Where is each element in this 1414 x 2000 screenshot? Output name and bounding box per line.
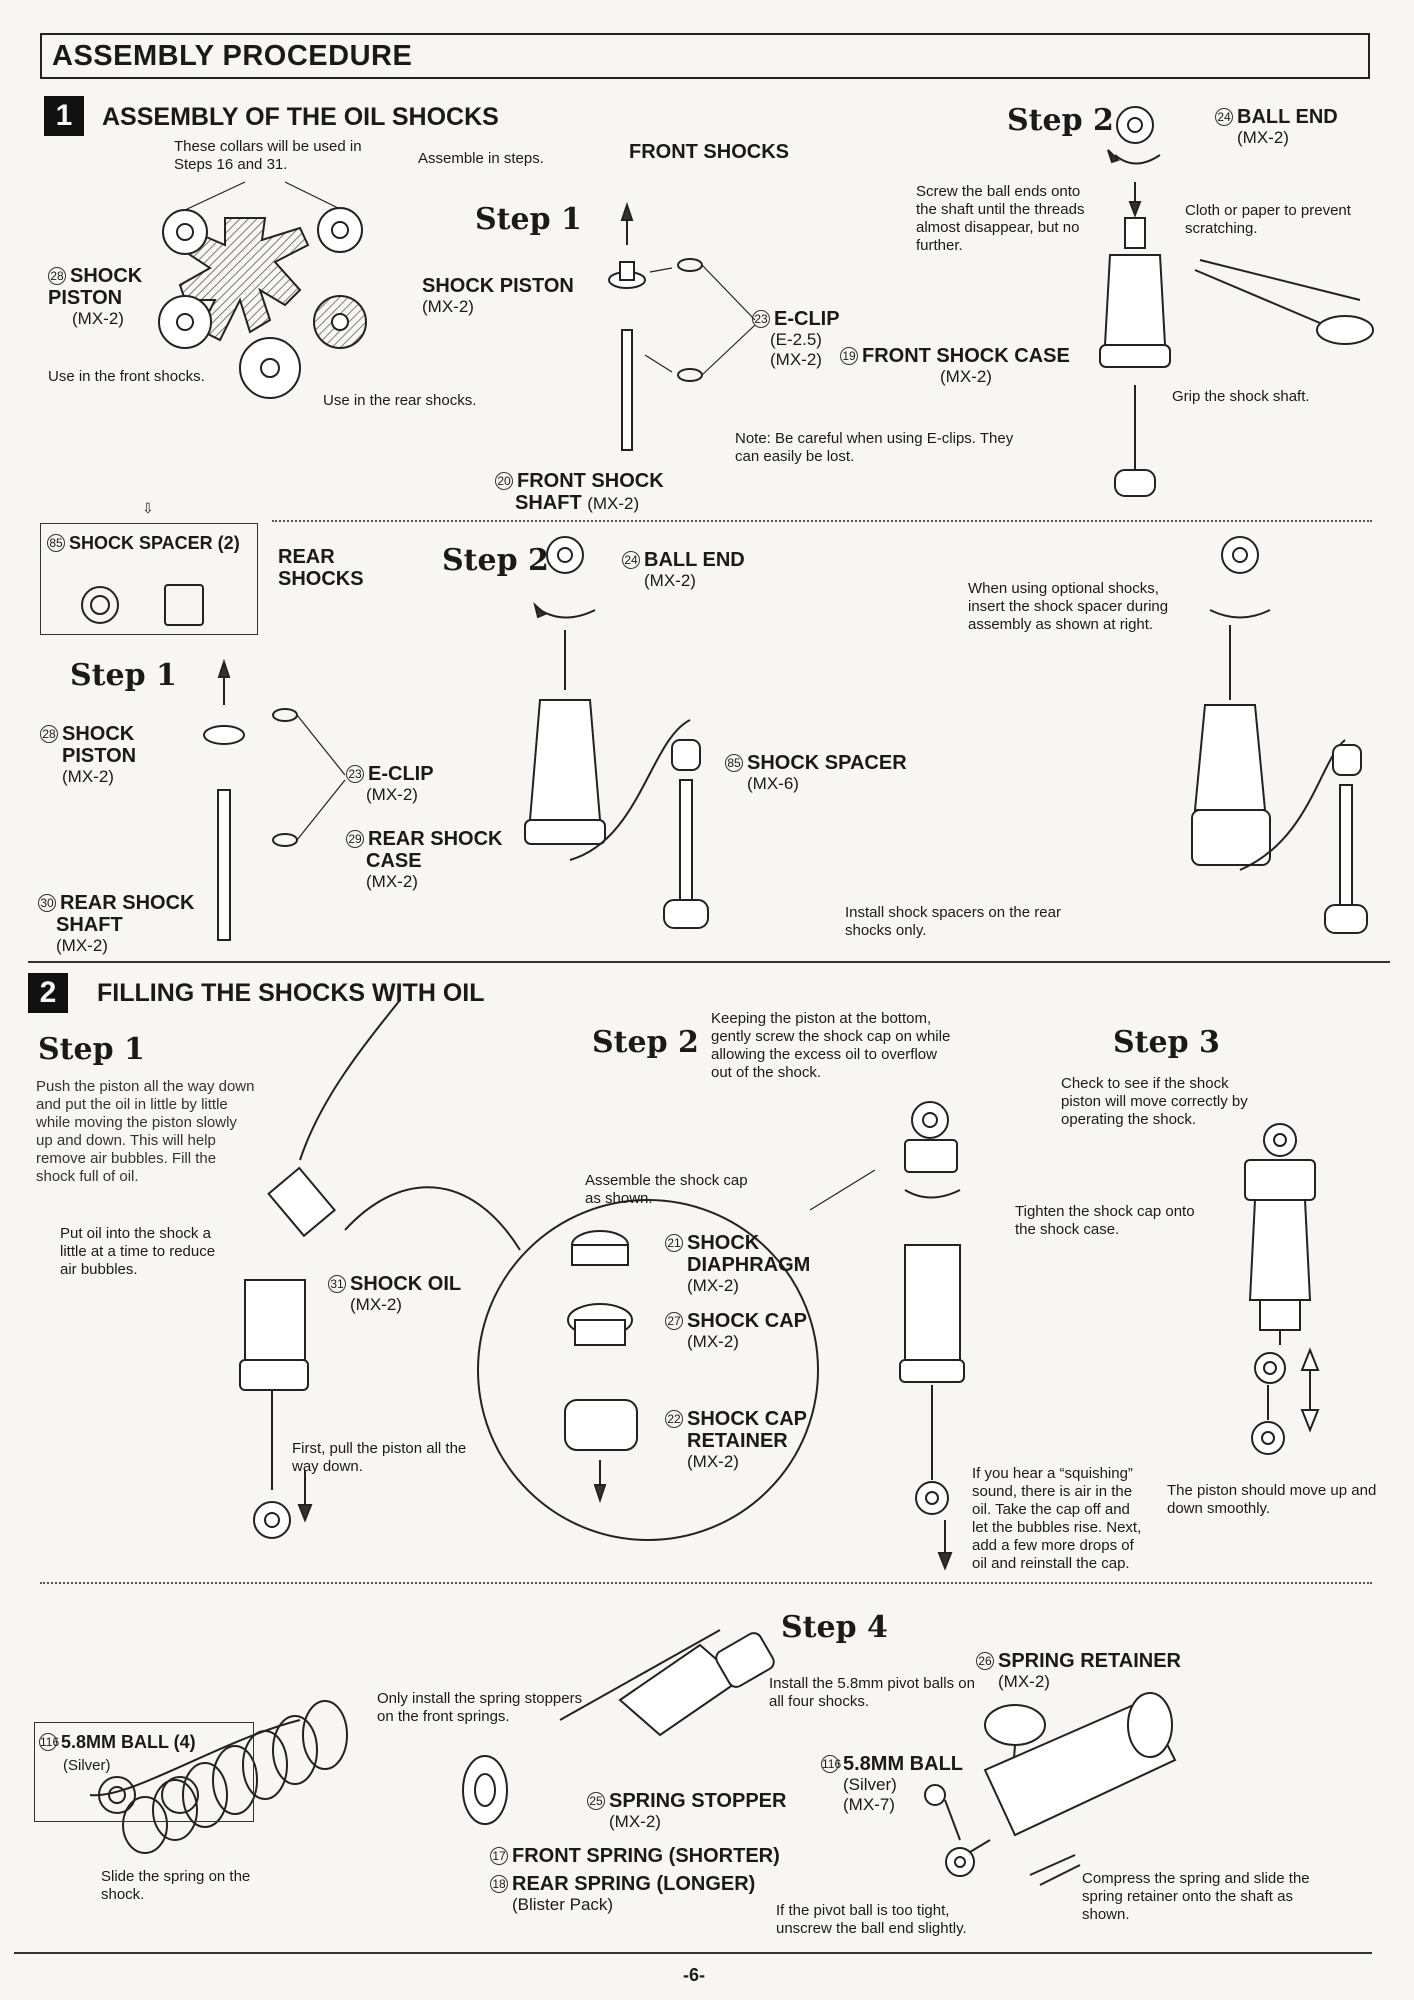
put-oil-note: Put oil into the shock a little at a time to reduce air bubbles. <box>60 1225 216 1278</box>
fill-step2-heading: Step 2 <box>592 1025 699 1060</box>
keep-piston-note: Keeping the piston at the bottom, gently screw the shock cap on while allowing the excess oil to overflow out of the shock. <box>711 1010 951 1081</box>
slide-spring-note: Slide the spring on the shock. <box>101 1868 251 1903</box>
part-number: 28 <box>48 267 66 285</box>
check-piston-note: Check to see if the shock piston will move correctly by operating the shock. <box>1061 1075 1248 1128</box>
rear-spacer-label: 85 SHOCK SPACER (MX-6) <box>725 752 907 794</box>
fill-step3-heading: Step 3 <box>1113 1025 1220 1060</box>
use-rear-note: Use in the rear shocks. <box>323 392 477 409</box>
collars-note: These collars will be used in Steps 16 and 31. <box>174 138 362 173</box>
pivot-tight-note: If the pivot ball is too tight, unscrew the ball end slightly. <box>776 1902 967 1937</box>
rear-shock-step2-illustration <box>525 537 708 928</box>
front-step2-heading: Step 2 <box>1007 103 1114 138</box>
rear-eclip-label: 23 E-CLIP (MX-2) <box>346 763 434 805</box>
piston-label: 28 SHOCK PISTON (MX-2) <box>48 265 143 328</box>
rear-shock-shaft-illustration <box>204 662 345 940</box>
front-ballend-label: 24 BALL END (MX-2) <box>1215 106 1338 148</box>
fill-step1-heading: Step 1 <box>38 1032 145 1067</box>
push-note: Push the piston all the way down and put the oil in little by little while moving the piston slowly up and down. This will help remove air bubbles. Fill the shock full of oil. <box>36 1078 255 1185</box>
shock-step3-illustration <box>1245 1124 1318 1454</box>
spring-stopper-note: Only install the spring stoppers on the front springs. <box>377 1690 583 1725</box>
optional-shock-note: When using optional shocks, insert the shock spacer during assembly as shown at right. <box>968 580 1169 633</box>
front-shocks-label: FRONT SHOCKS <box>629 141 789 163</box>
front-shaft-label: 20 FRONT SHOCK SHAFT (MX-2) <box>495 470 664 514</box>
rear-shocks-label: REAR SHOCKS <box>278 546 364 590</box>
diaphragm-label: 21 SHOCK DIAPHRAGM (MX-2) <box>665 1232 810 1296</box>
front-step1-heading: Step 1 <box>475 202 582 237</box>
pivot-ball-note: Install the 5.8mm pivot balls on all four shocks. <box>769 1675 975 1710</box>
front-shock-step2-illustration <box>1100 107 1373 496</box>
rear-spring-label: 18 REAR SPRING (LONGER) (Blister Pack) <box>490 1873 755 1915</box>
section-divider <box>28 961 1390 963</box>
front-spring-label: 17 FRONT SPRING (SHORTER) <box>490 1845 780 1867</box>
page-title: ASSEMBLY PROCEDURE <box>52 40 413 72</box>
section-number-badge: 1 <box>44 96 84 136</box>
smooth-note: The piston should move up and down smoothly. <box>1167 1482 1377 1517</box>
cloth-note: Cloth or paper to prevent scratching. <box>1185 202 1351 237</box>
front-eclip-label: 23 E-CLIP (E-2.5) (MX-2) <box>752 308 840 370</box>
rear-step2-heading: Step 2 <box>442 543 549 578</box>
spring-step4-heading: Step 4 <box>781 1610 888 1645</box>
assemble-note: Assemble in steps. <box>418 150 544 167</box>
front-shock-shaft-illustration <box>609 205 755 450</box>
rear-step1-heading: Step 1 <box>70 658 177 693</box>
optional-shock-illustration <box>1192 537 1367 933</box>
shock-cap-circle-illustration <box>478 1170 875 1540</box>
rear-ballend-label: 24 BALL END (MX-2) <box>622 549 745 591</box>
page-number: -6- <box>683 1965 705 1985</box>
ball-box: 116 5.8MM BALL (4) (Silver) <box>34 1722 254 1822</box>
tighten-note: Tighten the shock cap onto the shock case. <box>1015 1203 1195 1238</box>
shock-cap-step2-illustration <box>900 1102 964 1568</box>
pull-note: First, pull the piston all the way down. <box>292 1440 467 1475</box>
cap-retainer-label: 22 SHOCK CAP RETAINER (MX-2) <box>665 1408 807 1472</box>
rear-piston-label: 28 SHOCK PISTON (MX-2) <box>40 723 136 787</box>
page-header <box>40 33 1370 79</box>
spring-stopper-label: 25 SPRING STOPPER (MX-2) <box>587 1790 786 1832</box>
divider <box>40 1582 1372 1584</box>
assemble-cap-note: Assemble the shock cap as shown. <box>585 1172 748 1207</box>
shock-cap-label: 27 SHOCK CAP (MX-2) <box>665 1310 807 1352</box>
section2-number-badge: 2 <box>28 973 68 1013</box>
use-front-note: Use in the front shocks. <box>48 368 205 385</box>
shock-spacer-box: 85 SHOCK SPACER (2) <box>40 523 258 635</box>
eclip-note: Note: Be careful when using E-clips. They can easily be lost. <box>735 430 1014 465</box>
footer-rule <box>14 1952 1372 1954</box>
grip-note: Grip the shock shaft. <box>1172 388 1310 405</box>
front-case-label: 19 FRONT SHOCK CASE (MX-2) <box>840 345 1070 387</box>
section-title: ASSEMBLY OF THE OIL SHOCKS <box>102 103 499 131</box>
section2-title: FILLING THE SHOCKS WITH OIL <box>97 979 485 1007</box>
spring-retainer-label: 26 SPRING RETAINER (MX-2) <box>976 1650 1181 1692</box>
front-piston-label: SHOCK PISTON (MX-2) <box>422 275 574 316</box>
rear-case-label: 29 REAR SHOCK CASE (MX-2) <box>346 828 502 892</box>
compress-note: Compress the spring and slide the spring retainer onto the shaft as shown. <box>1082 1870 1310 1923</box>
pivot-ball-label: 1165.8MM BALL (Silver) (MX-7) <box>822 1753 963 1814</box>
collar-tree-illustration <box>159 182 366 398</box>
divider <box>272 520 1372 522</box>
down-arrow-marker: ⇩ <box>142 500 154 516</box>
squish-note: If you hear a “squishing” sound, there is air in the oil. Take the cap off and let the bubbles rise. Next, add a few more drops of oil and reinstall the cap. <box>972 1465 1142 1572</box>
install-spacer-note: Install shock spacers on the rear shocks only. <box>845 904 1061 939</box>
rear-shaft-label: 30 REAR SHOCK SHAFT (MX-2) <box>38 892 194 956</box>
shock-oil-label: 31 SHOCK OIL (MX-2) <box>328 1273 461 1315</box>
screw-note: Screw the ball ends onto the shaft until the threads almost disappear, but no further. <box>916 183 1085 254</box>
